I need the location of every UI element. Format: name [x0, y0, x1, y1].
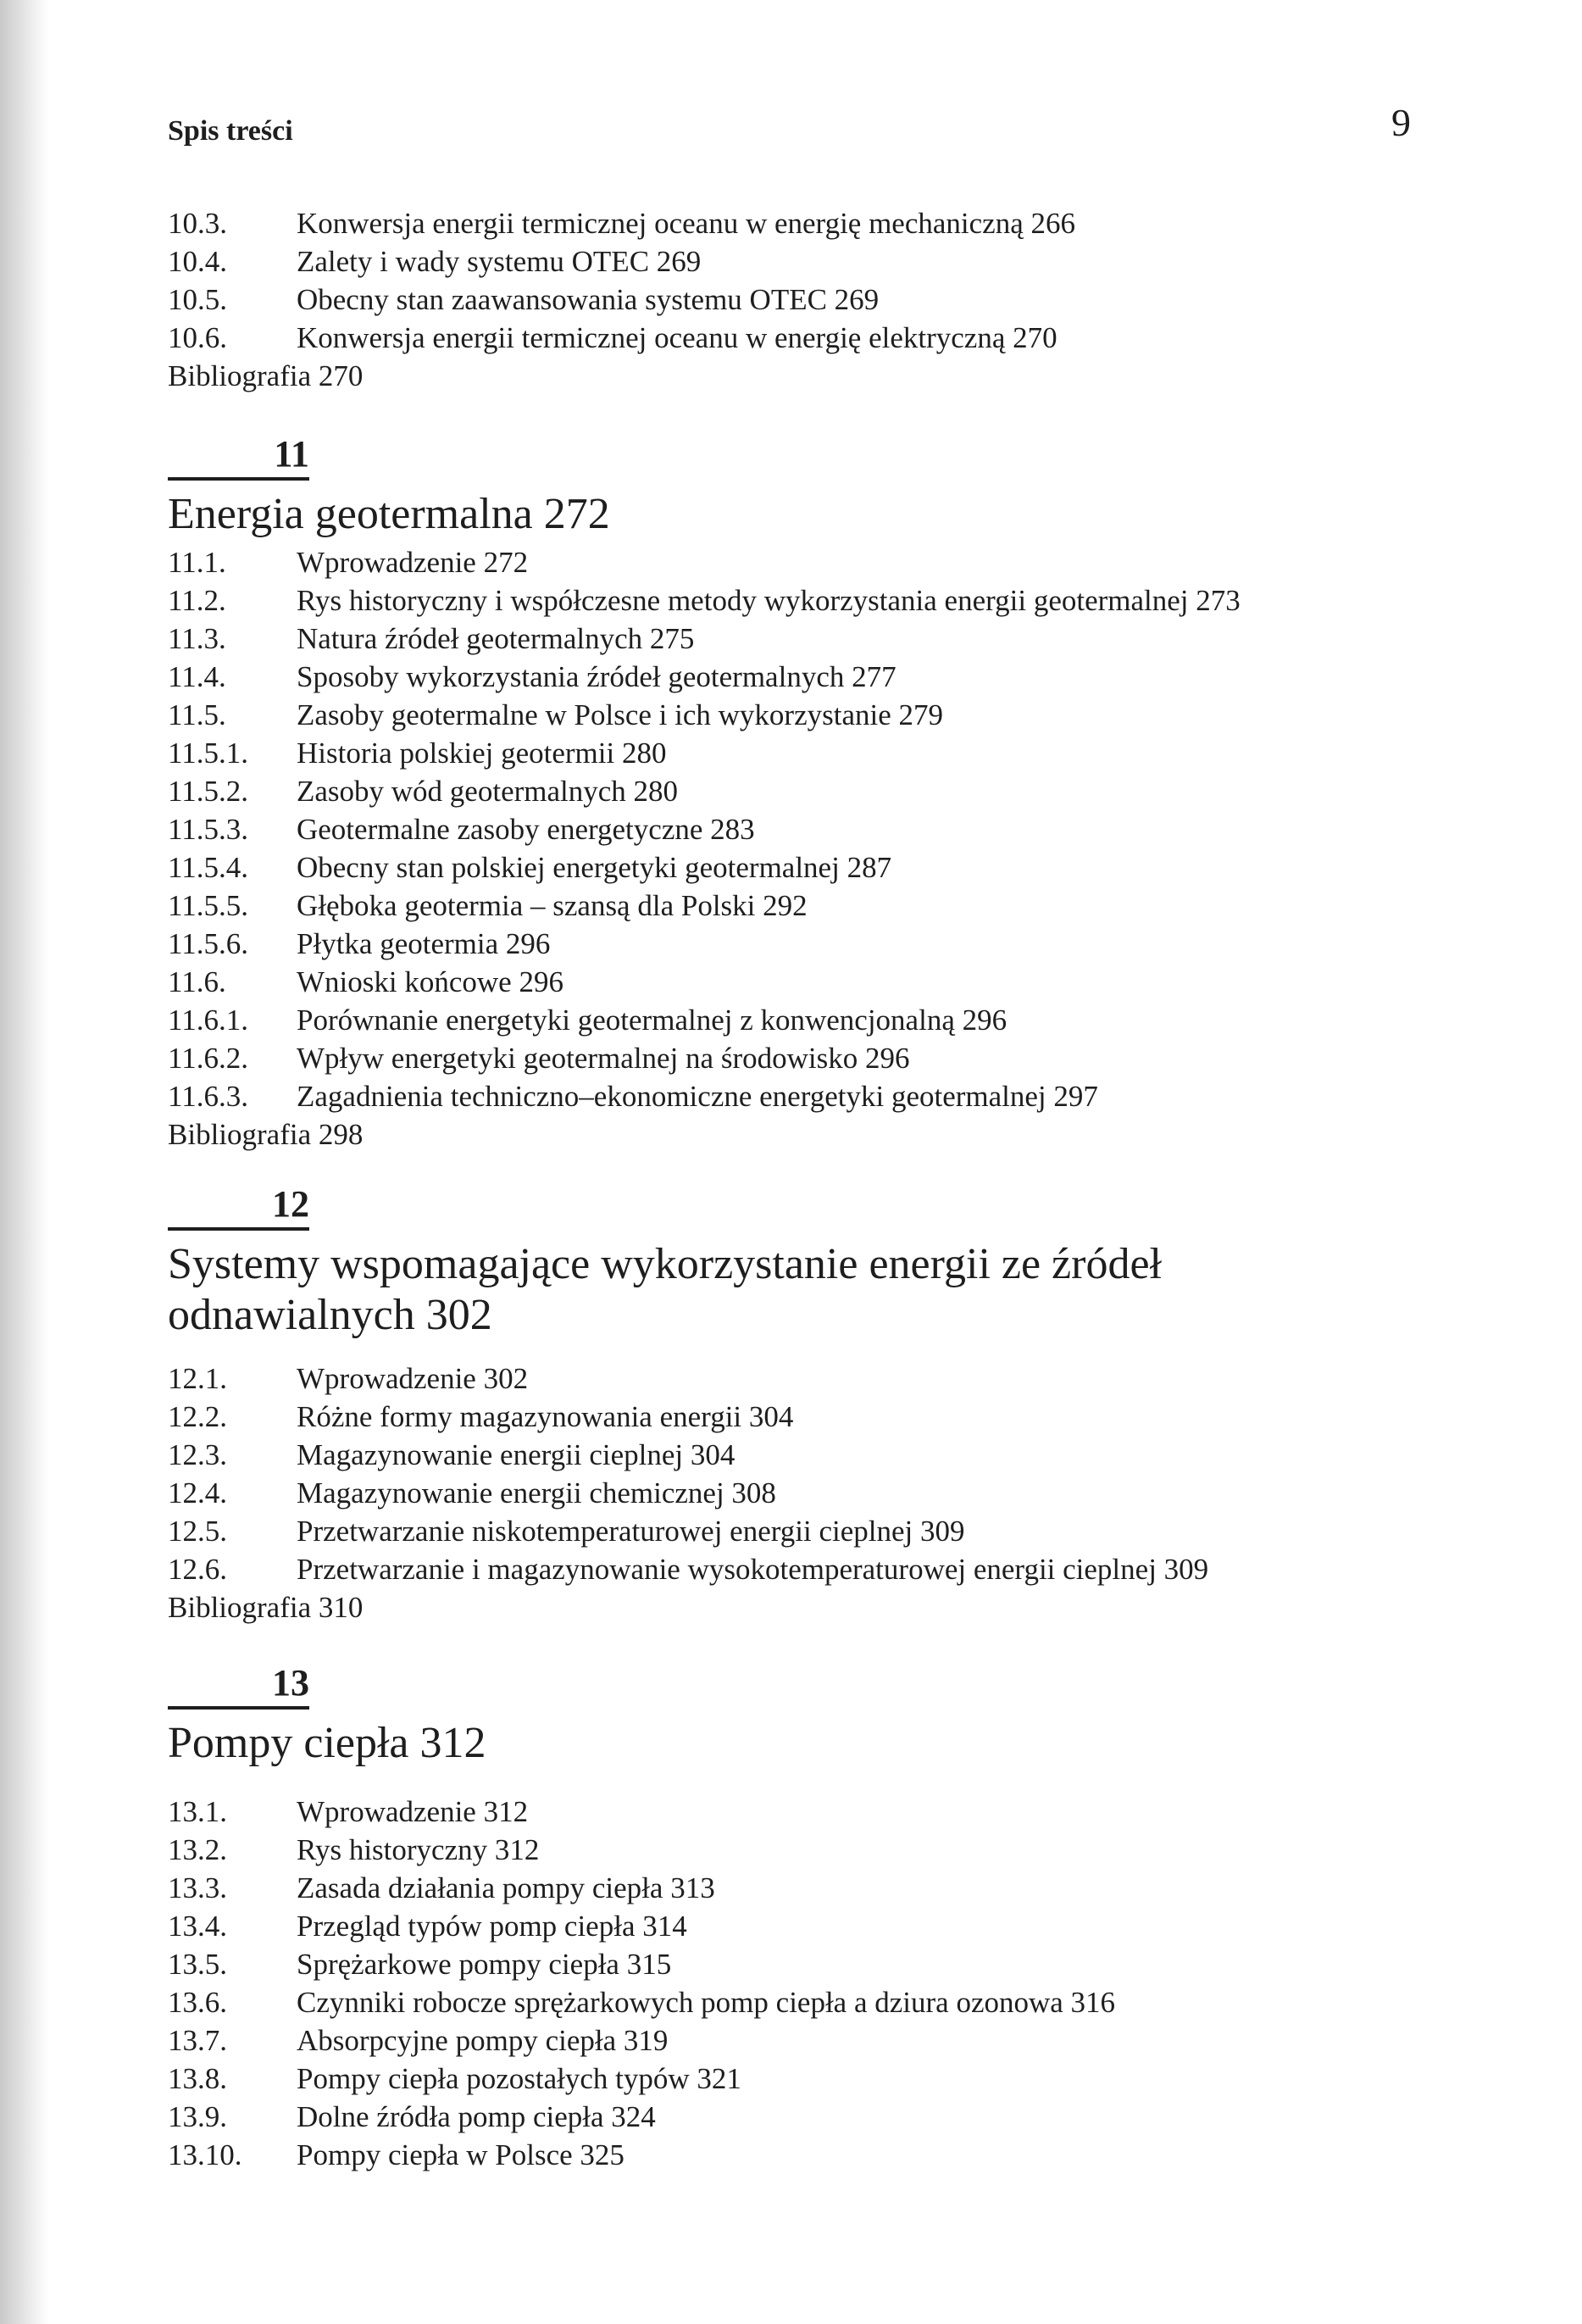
toc-entry-title: Zalety i wady systemu OTEC 269: [297, 245, 702, 278]
toc-entry-title: Konwersja energii termicznej oceanu w energię elektryczną 270: [297, 321, 1057, 354]
toc-entry-title: Sprężarkowe pompy ciepła 315: [297, 1948, 672, 1981]
chapter-12-rule: [168, 1227, 309, 1231]
toc-entry-number: 13.6.: [168, 1986, 227, 2019]
toc-entry-title: Przetwarzanie niskotemperaturowej energii cieplnej 309: [297, 1515, 965, 1548]
toc-entry-number: 13.10.: [168, 2138, 242, 2171]
chapter-11-rule: [168, 477, 309, 481]
bibliography-entry[interactable]: Bibliografia 298: [168, 1118, 364, 1151]
toc-entry[interactable]: [168, 887, 1241, 925]
toc-entry[interactable]: [168, 1359, 1208, 1398]
toc-entry-title: Zagadnienia techniczno–ekonomiczne energetyki geotermalnej 297: [297, 1080, 1098, 1113]
toc-entry[interactable]: [168, 204, 1075, 242]
toc-entry[interactable]: [168, 810, 1241, 848]
toc-entry-number: 13.4.: [168, 1910, 227, 1943]
toc-entry[interactable]: [168, 242, 1075, 281]
toc-entry-title: Głęboka geotermia – szansą dla Polski 292: [297, 889, 808, 922]
bibliography-entry[interactable]: Bibliografia 310: [168, 1591, 364, 1624]
toc-entry-title: Wprowadzenie 302: [297, 1362, 529, 1395]
chapter-12-title-line2[interactable]: odnawialnych 302: [168, 1291, 492, 1339]
toc-entry[interactable]: [168, 1907, 1115, 1945]
toc-entry[interactable]: [168, 1077, 1241, 1115]
toc-entry[interactable]: [168, 543, 1241, 581]
toc-entry[interactable]: [168, 1398, 1208, 1436]
chapter-13-number: 13: [272, 1662, 309, 1704]
toc-entry[interactable]: [168, 2021, 1115, 2060]
chapter-13-title[interactable]: Pompy ciepła 312: [168, 1719, 486, 1767]
toc-entry[interactable]: [168, 1945, 1115, 1983]
toc-entry[interactable]: [168, 1001, 1241, 1039]
toc-entry-number: 11.5.2.: [168, 775, 248, 808]
toc-entry-title: Wnioski końcowe 296: [297, 965, 563, 998]
toc-entry-title: Obecny stan zaawansowania systemu OTEC 269: [297, 283, 880, 316]
toc-entry-number: 11.6.3.: [168, 1080, 248, 1113]
toc-entry-title: Różne formy magazynowania energii 304: [297, 1400, 794, 1433]
toc-entry-title: Geotermalne zasoby energetyczne 283: [297, 813, 755, 846]
toc-entry-number: 13.5.: [168, 1948, 227, 1981]
toc-entry-number: 11.2.: [168, 584, 226, 617]
toc-entry-number: 11.5.4.: [168, 851, 248, 884]
toc-entry[interactable]: [168, 963, 1241, 1001]
running-head: Spis treści: [168, 115, 293, 147]
toc-entry-number: 11.4.: [168, 660, 226, 693]
toc-entry-number: 11.1.: [168, 546, 226, 579]
toc-entry-title: Historia polskiej geotermii 280: [297, 737, 667, 770]
toc-entry-number: 13.9.: [168, 2100, 227, 2133]
chapter-10-entries: [168, 204, 1075, 395]
page-number: 9: [1391, 101, 1411, 144]
toc-entry[interactable]: [168, 1831, 1115, 1869]
toc-entry-number: 12.2.: [168, 1400, 227, 1433]
toc-entry-number: 13.7.: [168, 2024, 227, 2057]
chapter-12-number: 12: [272, 1183, 309, 1225]
toc-entry[interactable]: [168, 1793, 1115, 1831]
toc-entry-title: Rys historyczny 312: [297, 1833, 540, 1866]
toc-entry[interactable]: [168, 1512, 1208, 1550]
toc-entry-number: 11.6.1.: [168, 1004, 248, 1037]
toc-entry[interactable]: [168, 1474, 1208, 1512]
toc-entry[interactable]: [168, 2136, 1115, 2174]
toc-entry[interactable]: [168, 2098, 1115, 2136]
toc-entry[interactable]: [168, 1039, 1241, 1077]
chapter-11-number: 11: [274, 433, 309, 475]
toc-entry-title: Rys historyczny i współczesne metody wykorzystania energii geotermalnej 273: [297, 584, 1241, 617]
toc-entry-number: 12.6.: [168, 1553, 227, 1586]
toc-entry[interactable]: [168, 925, 1241, 963]
toc-entry-number: 12.4.: [168, 1476, 227, 1509]
chapter-13-rule: [168, 1706, 309, 1710]
toc-entry-number: 11.6.: [168, 965, 226, 998]
toc-entry-title: Przetwarzanie i magazynowanie wysokotemperaturowej energii cieplnej 309: [297, 1553, 1209, 1586]
toc-entry-title: Konwersja energii termicznej oceanu w energię mechaniczną 266: [297, 207, 1075, 240]
chapter-11-title[interactable]: Energia geotermalna 272: [168, 490, 610, 538]
toc-entry-title: Porównanie energetyki geotermalnej z konwencjonalną 296: [297, 1004, 1007, 1037]
toc-entry[interactable]: [168, 848, 1241, 887]
chapter-11-entries: [168, 543, 1241, 1154]
bibliography-entry[interactable]: Bibliografia 270: [168, 359, 364, 392]
toc-entry[interactable]: [168, 696, 1241, 734]
toc-entry-title: Zasoby geotermalne w Polsce i ich wykorzystanie 279: [297, 698, 943, 731]
chapter-12-entries: [168, 1359, 1208, 1626]
toc-entry[interactable]: [168, 620, 1241, 658]
toc-entry[interactable]: [168, 1869, 1115, 1907]
toc-entry-number: 11.6.2.: [168, 1042, 248, 1075]
toc-entry-title: Sposoby wykorzystania źródeł geotermalnych 277: [297, 660, 896, 693]
toc-entry[interactable]: [168, 1550, 1208, 1588]
toc-entry-title: Wprowadzenie 272: [297, 546, 529, 579]
toc-entry-number: 11.5.: [168, 698, 226, 731]
toc-entry-title: Dolne źródła pomp ciepła 324: [297, 2100, 656, 2133]
toc-entry[interactable]: [168, 772, 1241, 810]
toc-entry-title: Magazynowanie energii chemicznej 308: [297, 1476, 776, 1509]
toc-entry-number: 13.2.: [168, 1833, 227, 1866]
toc-entry-title: Zasoby wód geotermalnych 280: [297, 775, 679, 808]
toc-entry-number: 12.3.: [168, 1438, 227, 1471]
toc-entry[interactable]: [168, 319, 1075, 357]
toc-entry-title: Wprowadzenie 312: [297, 1795, 529, 1828]
toc-entry-title: Obecny stan polskiej energetyki geotermalnej 287: [297, 851, 892, 884]
toc-entry-number: 13.8.: [168, 2062, 227, 2095]
toc-entry-title: Magazynowanie energii cieplnej 304: [297, 1438, 735, 1471]
toc-entry-title: Wpływ energetyki geotermalnej na środowisko 296: [297, 1042, 910, 1075]
toc-entry[interactable]: [168, 658, 1241, 696]
chapter-12-title-line1[interactable]: Systemy wspomagające wykorzystanie energii ze źródeł: [168, 1240, 1162, 1288]
toc-entry-number: 10.5.: [168, 283, 227, 316]
toc-entry-number: 10.4.: [168, 245, 227, 278]
toc-entry-number: 11.5.1.: [168, 737, 248, 770]
toc-entry-number: 12.5.: [168, 1515, 227, 1548]
toc-entry-title: Płytka geotermia 296: [297, 927, 551, 960]
toc-entry-number: 11.5.6.: [168, 927, 248, 960]
toc-entry-title: Absorpcyjne pompy ciepła 319: [297, 2024, 669, 2057]
toc-entry-number: 13.3.: [168, 1871, 227, 1904]
toc-entry-title: Zasada działania pompy ciepła 313: [297, 1871, 715, 1904]
toc-entry-title: Pompy ciepła w Polsce 325: [297, 2138, 624, 2171]
toc-entry-number: 10.6.: [168, 321, 227, 354]
toc-entry-title: Czynniki robocze sprężarkowych pomp ciepła a dziura ozonowa 316: [297, 1986, 1116, 2019]
page-edge-shadow: [0, 0, 49, 2324]
toc-entry[interactable]: [168, 1983, 1115, 2021]
toc-entry[interactable]: [168, 2060, 1115, 2098]
toc-entry-number: 13.1.: [168, 1795, 227, 1828]
toc-entry[interactable]: [168, 281, 1075, 319]
toc-entry-number: 11.5.5.: [168, 889, 248, 922]
toc-entry[interactable]: [168, 734, 1241, 772]
chapter-13-entries: [168, 1793, 1115, 2174]
toc-entry-number: 10.3.: [168, 207, 227, 240]
toc-entry-number: 11.3.: [168, 622, 226, 655]
toc-entry-title: Natura źródeł geotermalnych 275: [297, 622, 695, 655]
toc-entry-title: Pompy ciepła pozostałych typów 321: [297, 2062, 741, 2095]
toc-entry-number: 12.1.: [168, 1362, 227, 1395]
toc-entry[interactable]: [168, 1436, 1208, 1474]
toc-entry-title: Przegląd typów pomp ciepła 314: [297, 1910, 687, 1943]
toc-entry-number: 11.5.3.: [168, 813, 248, 846]
toc-entry[interactable]: [168, 581, 1241, 620]
